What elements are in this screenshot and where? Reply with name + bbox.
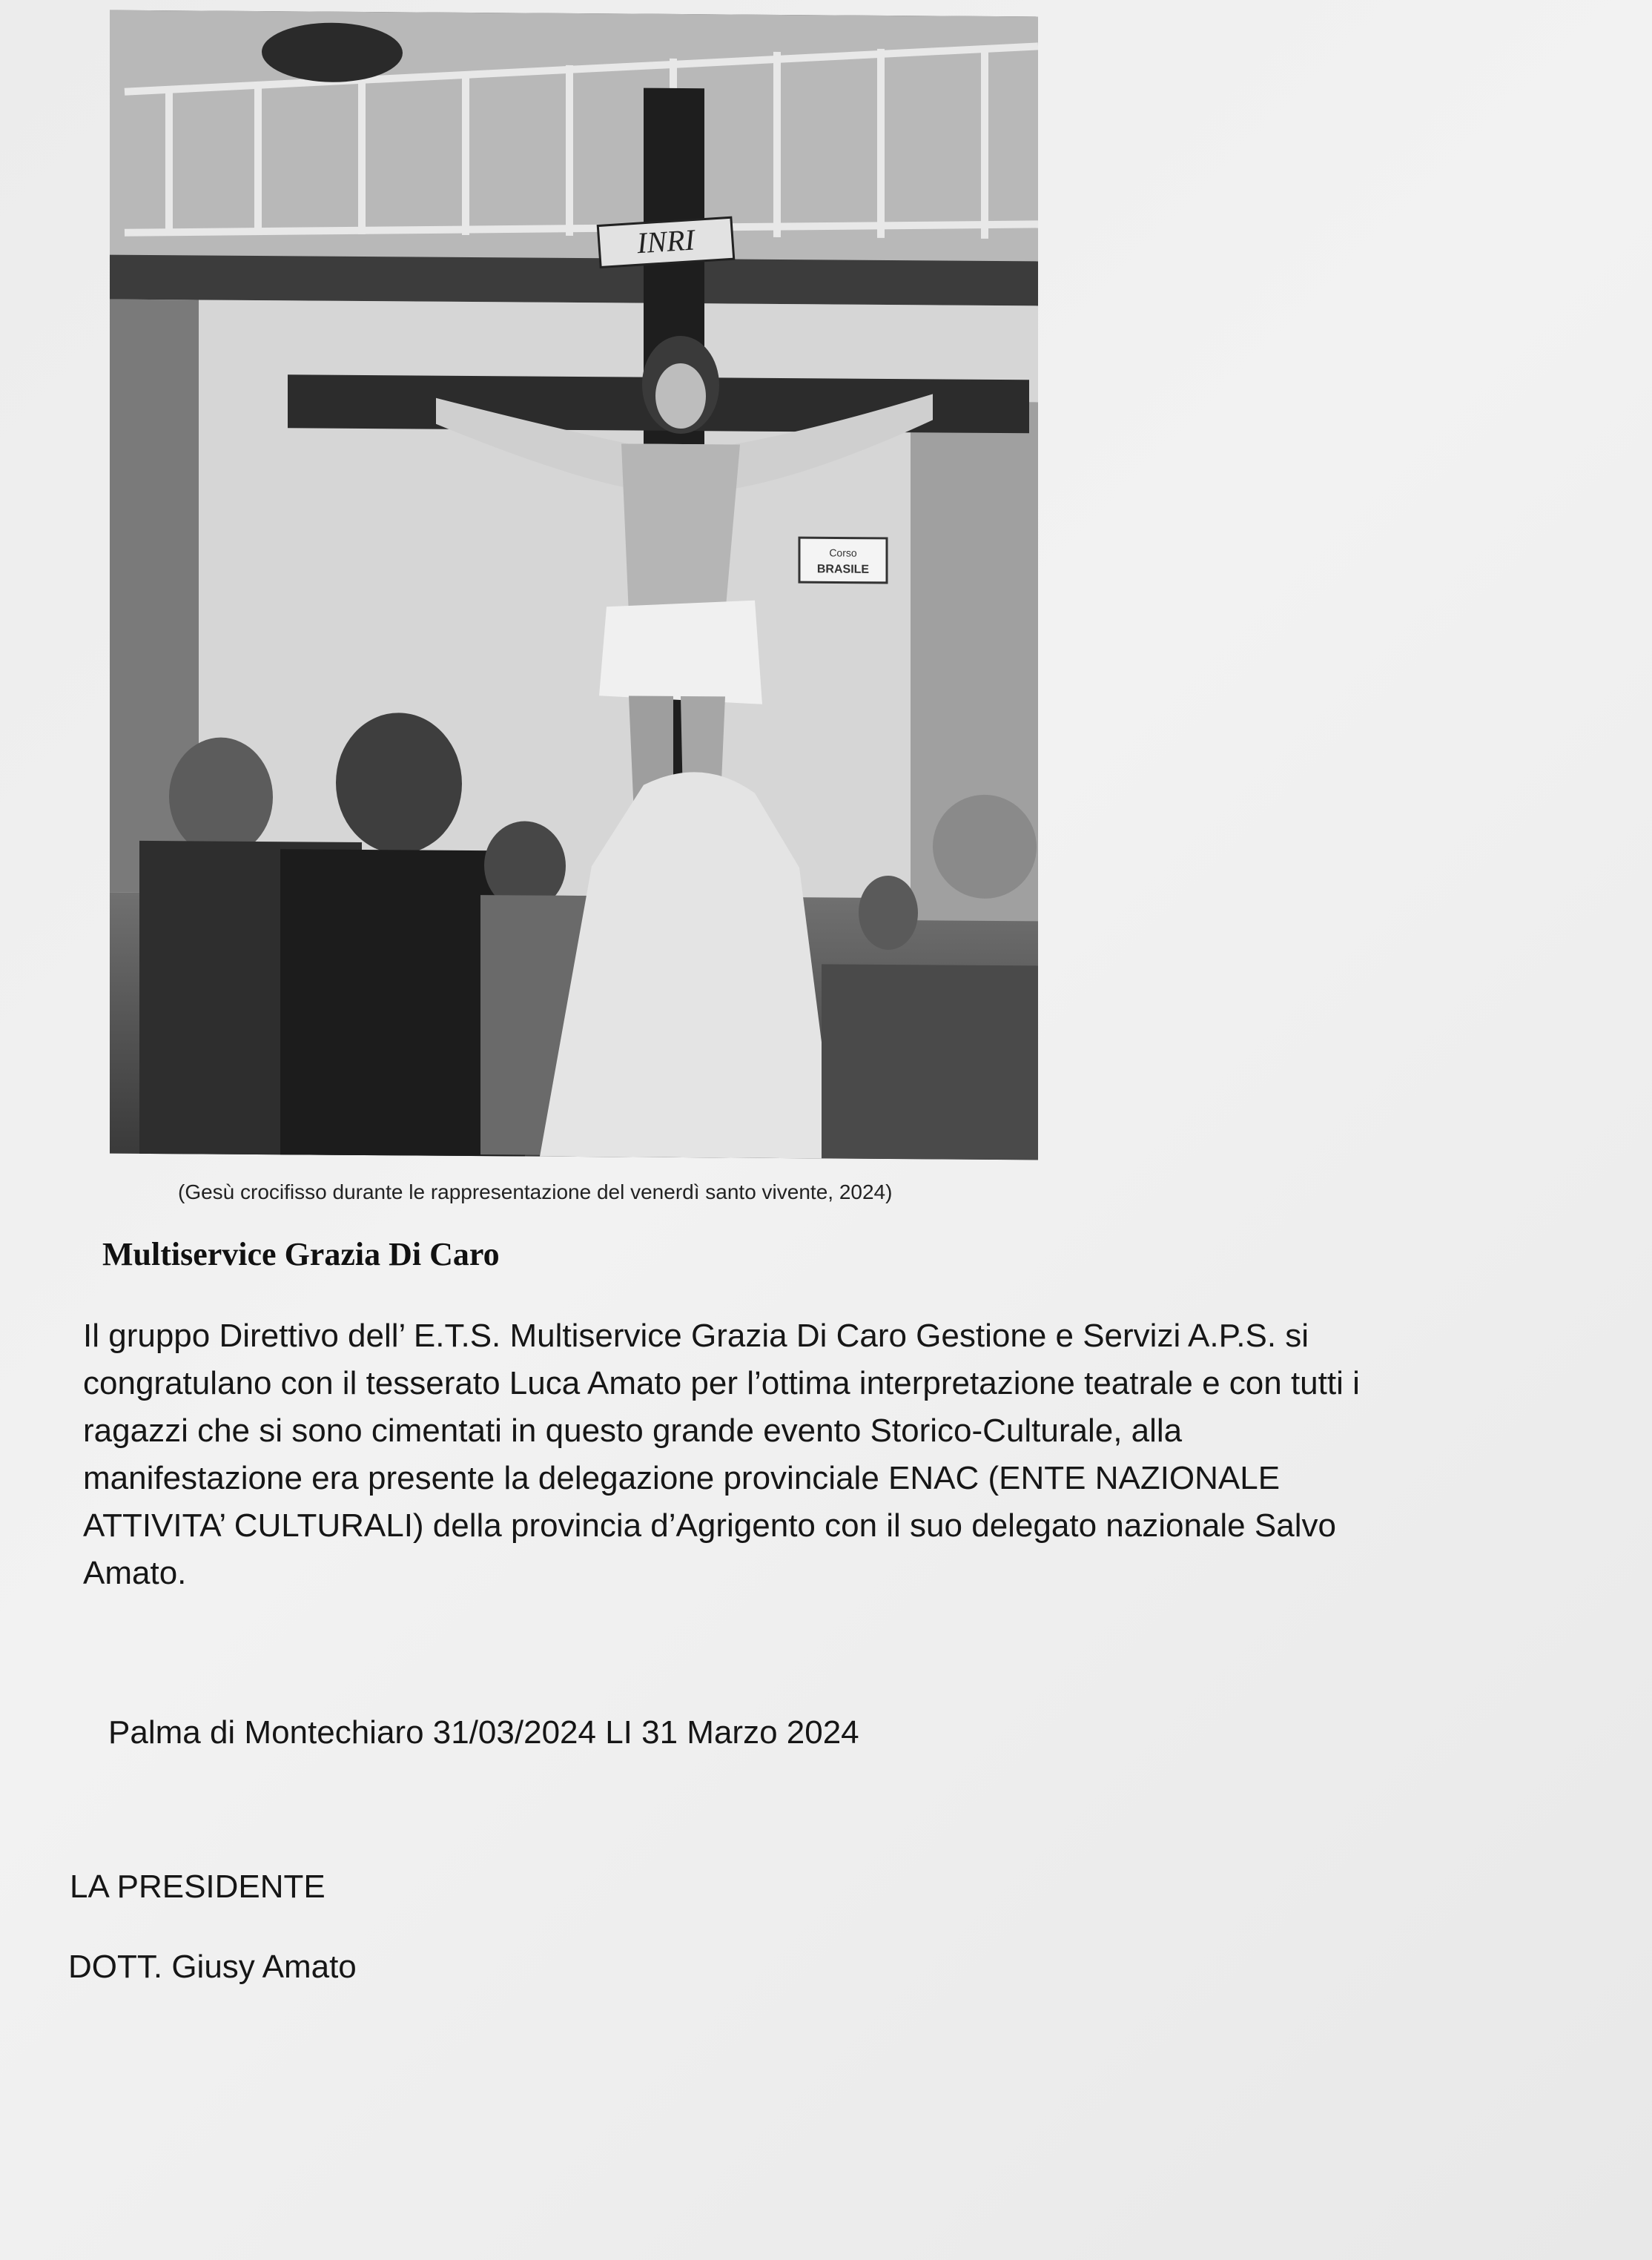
street-sign: [799, 538, 887, 583]
street-sign-line1: Corso: [829, 546, 857, 559]
body-line: ragazzi che si sono cimentati in questo grande evento Storico-Culturale, alla: [83, 1412, 1183, 1449]
street-sign-line2: BRASILE: [816, 563, 870, 576]
signatory-name: DOTT. Giusy Amato: [68, 1949, 357, 1985]
body-line: manifestazione era presente la delegazione provinciale ENAC (ENTE NAZIONALE: [83, 1460, 1281, 1496]
body-line: congratulano con il tesserato Luca Amato per l’ottima interpretazione teatrale e con tutti i: [83, 1365, 1360, 1401]
body-line: Amato.: [83, 1555, 187, 1591]
organization-title: Multiservice Grazia Di Caro: [102, 1236, 500, 1272]
balcony-beam: [110, 255, 1038, 306]
inri-text: INRI: [635, 222, 696, 260]
photo-illustration: [110, 10, 1038, 1160]
signatory-role: LA PRESIDENTE: [70, 1869, 326, 1905]
photo-caption: (Gesù crocifisso durante le rappresentazione del venerdì santo vivente, 2024): [178, 1180, 893, 1203]
body-line: ATTIVITA’ CULTURALI) della provincia d’Agrigento con il suo delegato nazionale Salvo: [83, 1507, 1336, 1544]
place-and-date: Palma di Montechiaro 31/03/2024 LI 31 Marzo 2024: [108, 1714, 859, 1751]
body-paragraph: [83, 1312, 1551, 1597]
body-line: Il gruppo Direttivo dell’ E.T.S. Multiservice Grazia Di Caro Gestione e Servizi A.P.S. si: [83, 1318, 1309, 1354]
crucifixion-photo: [110, 10, 1038, 1160]
